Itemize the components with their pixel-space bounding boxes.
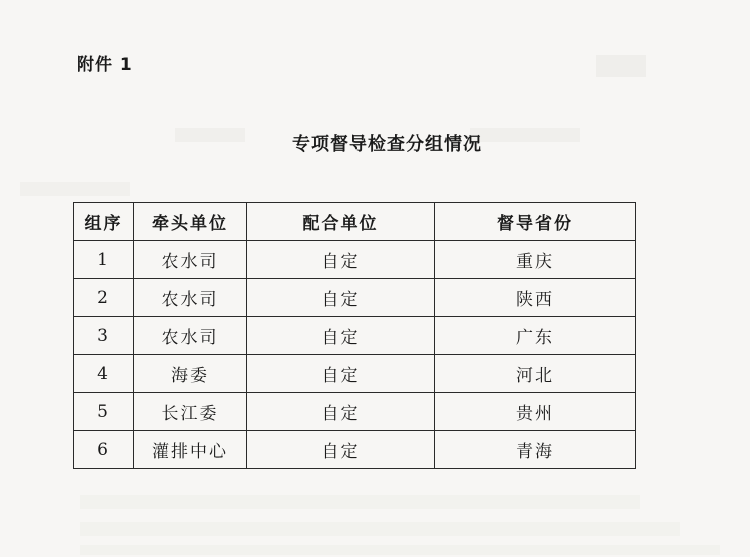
- cell-group: 2: [74, 279, 134, 317]
- cell-province: 陕西: [435, 279, 636, 317]
- cell-group: 6: [74, 431, 134, 469]
- cell-group: 4: [74, 355, 134, 393]
- cell-province: 重庆: [435, 241, 636, 279]
- bleed-through-mark: [596, 55, 646, 77]
- attachment-label: 附件 1: [77, 55, 133, 75]
- cell-lead-unit: 长江委: [134, 393, 247, 431]
- cell-lead-unit: 农水司: [134, 317, 247, 355]
- cell-group: 3: [74, 317, 134, 355]
- supervision-group-table: [73, 202, 636, 469]
- table-row: [74, 355, 636, 393]
- cell-support-unit: 自定: [247, 431, 435, 469]
- cell-group: 1: [74, 241, 134, 279]
- cell-province: 河北: [435, 355, 636, 393]
- cell-lead-unit: 农水司: [134, 279, 247, 317]
- cell-lead-unit: 海委: [134, 355, 247, 393]
- cell-province: 贵州: [435, 393, 636, 431]
- cell-support-unit: 自定: [247, 317, 435, 355]
- column-header-province: 督导省份: [435, 203, 636, 241]
- page-title: 专项督导检查分组情况: [292, 134, 482, 155]
- bleed-through-mark: [80, 495, 640, 509]
- column-header-support-unit: 配合单位: [247, 203, 435, 241]
- cell-province: 青海: [435, 431, 636, 469]
- bleed-through-mark: [20, 182, 130, 196]
- cell-support-unit: 自定: [247, 355, 435, 393]
- cell-support-unit: 自定: [247, 241, 435, 279]
- column-header-lead-unit: 牵头单位: [134, 203, 247, 241]
- cell-support-unit: 自定: [247, 279, 435, 317]
- cell-group: 5: [74, 393, 134, 431]
- bleed-through-mark: [80, 522, 680, 536]
- table-row: [74, 431, 636, 469]
- table-row: [74, 241, 636, 279]
- table-row: [74, 393, 636, 431]
- column-header-group: 组序: [74, 203, 134, 241]
- table-header-row: [74, 203, 636, 241]
- cell-support-unit: 自定: [247, 393, 435, 431]
- bleed-through-mark: [80, 545, 720, 555]
- table-row: [74, 279, 636, 317]
- table-row: [74, 317, 636, 355]
- cell-province: 广东: [435, 317, 636, 355]
- cell-lead-unit: 农水司: [134, 241, 247, 279]
- cell-lead-unit: 灌排中心: [134, 431, 247, 469]
